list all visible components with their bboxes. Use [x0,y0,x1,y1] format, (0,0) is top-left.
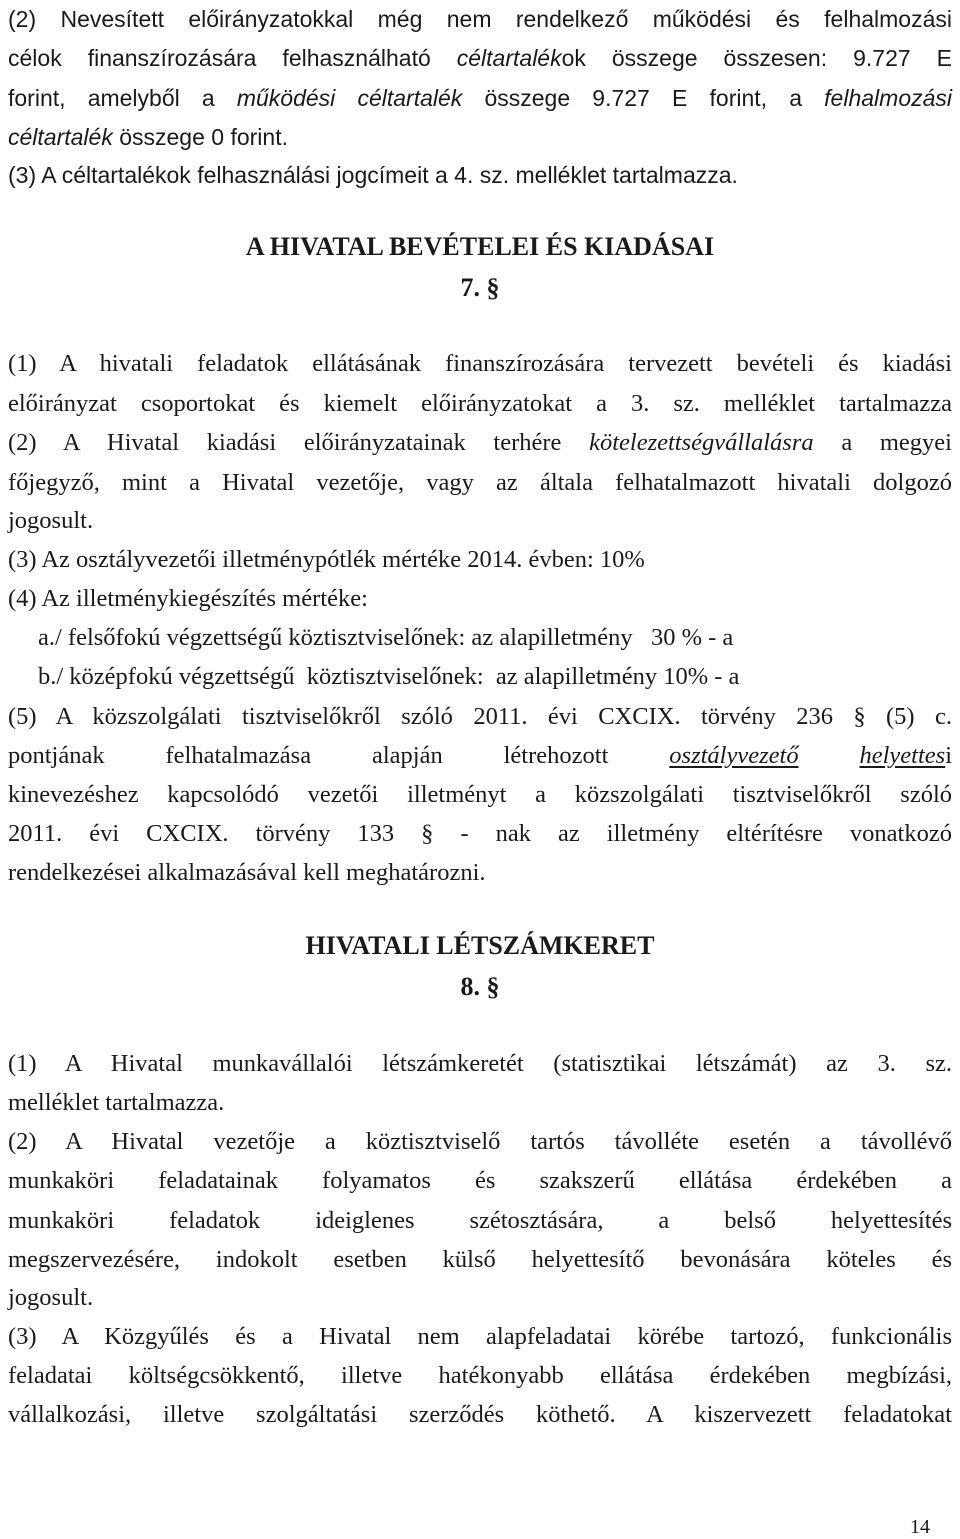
list-item: b./ középfokú végzettségű köztisztviselőnek: az alapilletmény 10% - a [38,663,740,690]
text-line: megszervezésére, indokolt esetben külső helyettesítő bevonására köteles és [8,1246,952,1273]
text-segment: pontjának felhatalmazása alapján létrehozott [8,742,670,769]
text-line: vállalkozási, illetve szolgáltatási szerződés köthető. A kiszervezett feladatokat [8,1401,952,1428]
text-line: 2011. évi CXCIX. törvény 133 § - nak az illetmény eltérítésre vonatkozó [8,820,952,847]
text-segment: a megyei [813,429,952,456]
italic-term: céltartalék [456,45,562,71]
text-line: (3) A Közgyűlés és a Hivatal nem alapfeladatai körébe tartozó, funkcionális [8,1323,952,1350]
text-line: melléklet tartalmazza. [8,1089,225,1116]
italic-term: céltartalék [8,124,113,150]
text-segment: célok finanszírozására felhasználható [8,45,457,71]
italic-term: osztályvezető helyettes [669,742,946,769]
text-line: munkaköri feladatok ideiglenes szétosztására, a belső helyettesítés [8,1207,952,1234]
section-number: 8. § [460,972,500,1001]
italic-term: felhalmozási [824,85,953,111]
text-line: (1) A Hivatal munkavállalói létszámkeretét (statisztikai létszámát) az 3. sz. [8,1050,952,1077]
text-line: (2) Nevesített előirányzatokkal még nem rendelkező működési és felhalmozási [8,6,952,32]
text-segment: ok összege összesen: 9.727 E [561,45,952,71]
text-line: (5) A közszolgálati tisztviselőkről szóló 2011. évi CXCIX. törvény 236 § (5) c. [8,703,952,730]
text-line: (2) A Hivatal vezetője a köztisztviselő tartós távolléte esetén a távollévő [8,1128,952,1155]
section-heading: HIVATALI LÉTSZÁMKERET [305,931,655,960]
text-segment: i [945,742,953,769]
text-line: főjegyző, mint a Hivatal vezetője, vagy az általa felhatalmazott hivatali dolgozó [8,469,952,496]
page-number: 14 [910,1516,930,1538]
text-line: (3) A céltartalékok felhasználási jogcímeit a 4. sz. melléklet tartalmazza. [8,162,738,188]
text-segment: forint, amelyből a [8,85,237,111]
list-item: a./ felsőfokú végzettségű köztisztviselőnek: az alapilletmény 30 % - a [38,624,734,651]
text-line: feladatai költségcsökkentő, illetve hatékonyabb ellátása érdekében megbízási, [8,1362,952,1389]
text-line: rendelkezései alkalmazásával kell meghatározni. [8,859,486,886]
italic-term: működési céltartalék [236,85,463,111]
text-line: munkaköri feladatainak folyamatos és szakszerű ellátása érdekében a [8,1167,952,1194]
text-line: (3) Az osztályvezetői illetménypótlék mértéke 2014. évben: 10% [8,546,645,573]
section-heading: A HIVATAL BEVÉTELEI ÉS KIADÁSAI [245,232,715,261]
text-line: jogosult. [8,507,94,534]
text-line [8,83,952,113]
text-line [8,43,952,73]
text-line [8,741,952,771]
text-segment: (2) A Hivatal kiadási előirányzatainak terhére [8,429,590,456]
text-line: kinevezéshez kapcsolódó vezetői illetményt a közszolgálati tisztviselőkről szóló [8,781,952,808]
text-segment: összege 0 forint. [112,124,288,150]
italic-term: kötelezettségvállalásra [589,429,814,456]
text-line: előirányzat csoportokat és kiemelt előirányzatokat a 3. sz. melléklet tartalmazza [8,390,952,417]
section-number: 7. § [460,273,500,302]
text-line [8,428,952,458]
text-line: (4) Az illetménykiegészítés mértéke: [8,585,368,612]
text-segment: összege 9.727 E forint, a [462,85,825,111]
text-line: jogosult. [8,1284,94,1311]
text-line: (1) A hivatali feladatok ellátásának finanszírozására tervezett bevételi és kiadási [8,350,952,377]
text-line [8,122,952,152]
